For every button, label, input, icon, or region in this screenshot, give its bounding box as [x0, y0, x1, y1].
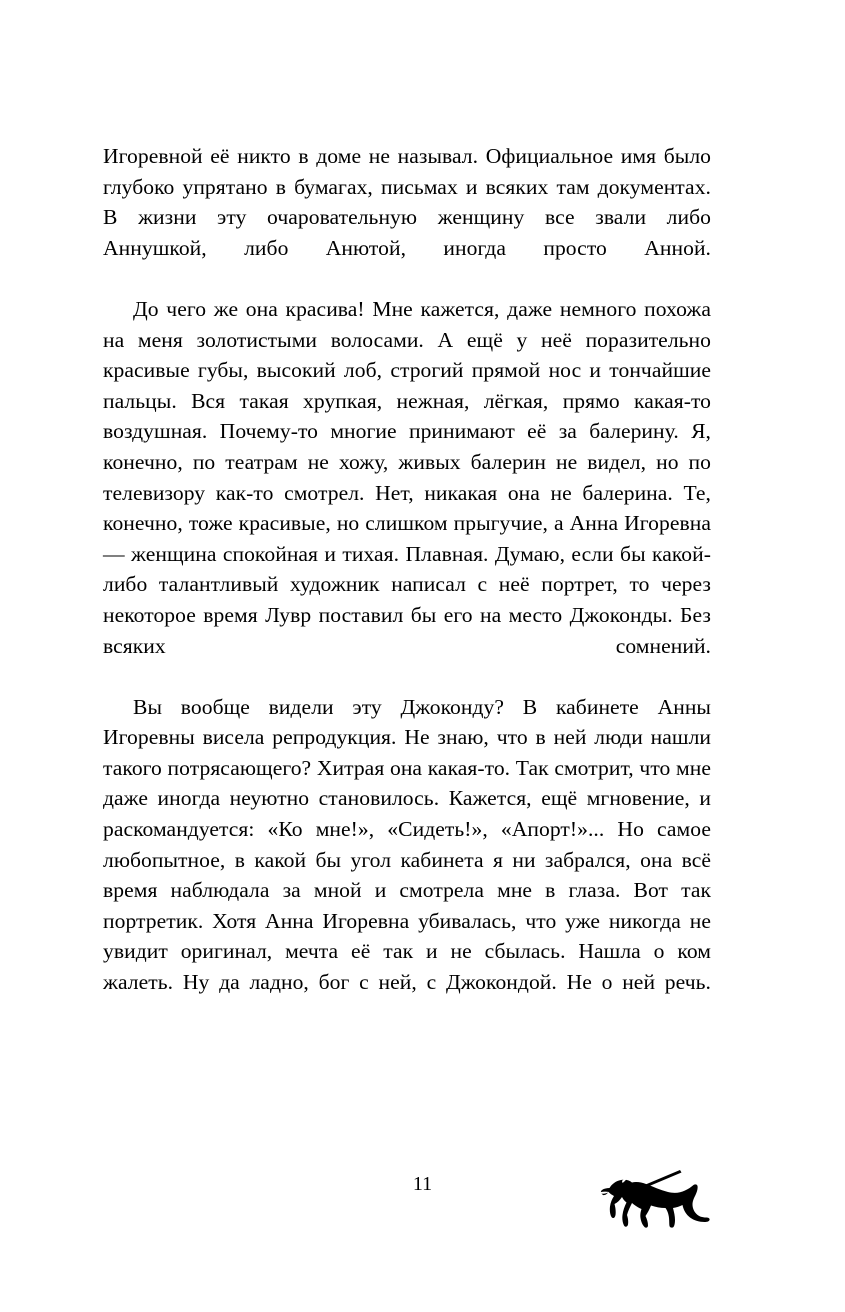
paragraph-3: Вы вообще видели эту Джоконду? В кабинете Анны Игоревны висела репродукция. Не знаю, что в ней люди нашли такого потрясающего? Хитрая она какая-то. Так смотрит, что мне даже иногда неуютно становилось. Кажется, ещё мгновение, и раскомандуется: «Ко мне!», «Сидеть!», «Апорт!»... Но самое любопытное, в какой бы угол кабинета я ни забрался, она всё время наблюдала за мной и смотрела мне в глаза. Вот так портретик. Хотя Анна Игоревна убивалась, что уже никогда не увидит оригинал, мечта её так и не сбылась. Нашла о ком жалеть. Ну да ладно, бог с ней, с Джокондой. Не о ней речь. — [103, 694, 711, 995]
paragraph-1: Игоревной её никто в доме не называл. Официальное имя было глубоко упрятано в бумагах, письмах и всяких там документах. В жизни эту очаровательную женщину все звали либо Аннушкой, либо Анютой, иногда просто Анной. — [103, 144, 711, 260]
page-number: 11 — [412, 1173, 433, 1195]
body-text-block — [103, 141, 711, 1028]
page-footer — [0, 1172, 845, 1232]
paragraph-2: До чего же она красива! Мне кажется, даже немного похожа на меня золотистыми волосами. А ещё у неё поразительно красивые губы, высокий лоб, строгий прямой нос и тончайшие пальцы. Вся такая хрупкая, нежная, лёгкая, прямо какая-то воздушная. Почему-то многие принимают её за балерину. Я, конечно, по театрам не хожу, живых балерин не видел, но по телевизору как-то смотрел. Нет, никакая она не балерина. Те, конечно, тоже красивые, но слишком прыгучие, а Анна Игоревна — женщина спокойная и тихая. Плавная. Думаю, если бы какой-либо талантливый художник написал с неё портрет, то через некоторое время Лувр поставил бы его на место Джоконды. Без всяких сомнений. — [103, 296, 711, 658]
panther-silhouette-icon — [594, 1166, 712, 1228]
